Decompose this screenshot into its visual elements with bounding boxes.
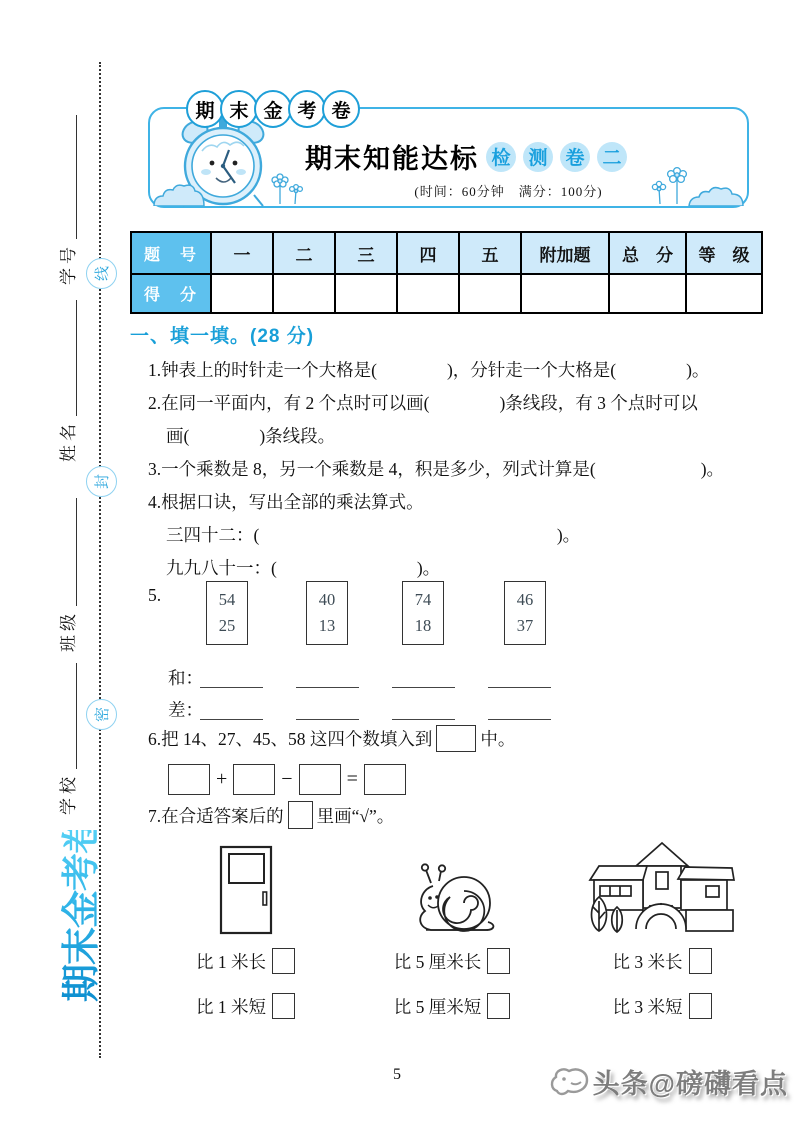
title-badge-er: 二 (597, 142, 627, 172)
score-header-bonus: 附加题 (521, 232, 609, 274)
check-box (272, 948, 295, 974)
question-7-suffix: 里画“√”。 (316, 806, 395, 826)
score-header-3: 三 (335, 232, 397, 274)
seal-char-line (86, 258, 117, 289)
class-label: 班级 (59, 610, 78, 652)
question-2-line2: 画( )条线段。 (166, 426, 336, 446)
section-heading: 一、填一填。(28 分) (130, 326, 315, 347)
snail-option-group (356, 839, 548, 1019)
pair-value: 18 (414, 616, 432, 635)
number-pair-box (504, 581, 546, 645)
brand-badge-kao: 考 (288, 90, 326, 128)
seal-char-feng (86, 466, 117, 497)
option-row (613, 993, 712, 1019)
answer-box (364, 764, 406, 795)
question-7-text: 7.在合适答案后的 (148, 806, 284, 826)
score-table-header-row (131, 232, 762, 274)
paper-title: 期末知能达标 (305, 144, 479, 174)
pair-value: 46 (516, 590, 534, 609)
title-badge-ce: 测 (523, 142, 553, 172)
brand-badge-jin: 金 (254, 90, 292, 128)
answer-box (436, 725, 476, 752)
number-pair-box (206, 581, 248, 645)
question-5-number: 5. (148, 585, 162, 605)
check-box (272, 993, 295, 1019)
title-row (305, 137, 627, 176)
pair-value: 37 (516, 616, 534, 635)
seal-char-mi (86, 699, 117, 730)
score-cell (273, 274, 335, 313)
watermark-logo-icon (549, 1065, 591, 1099)
student-number-label: 学号 (59, 243, 78, 285)
answer-line (392, 719, 455, 720)
title-badge-juan: 卷 (560, 142, 590, 172)
question-4-item1: 三四十二：( )。 (166, 525, 581, 545)
option-row (196, 948, 295, 974)
number-pair-box (306, 581, 348, 645)
score-table (130, 231, 763, 314)
equals-operator: = (346, 767, 358, 790)
option-label: 比 1 米短 (196, 996, 266, 1017)
option-label: 比 3 米短 (612, 996, 683, 1017)
score-header-2: 二 (273, 232, 335, 274)
score-cell (397, 274, 459, 313)
sum-label: 和： (168, 668, 203, 688)
question-4: 4.根据口诀，写出全部的乘法算式。 (148, 492, 424, 512)
score-cell (335, 274, 397, 313)
score-cell (459, 274, 521, 313)
question-7-figures (130, 839, 772, 1023)
answer-box (299, 764, 341, 795)
pair-value: 40 (318, 590, 336, 609)
answer-box (288, 801, 313, 829)
answer-line (488, 719, 551, 720)
question-7 (130, 800, 772, 833)
check-box (689, 948, 712, 974)
minus-operator: − (281, 767, 293, 790)
check-box (689, 993, 712, 1019)
door-option-group (158, 839, 333, 1019)
door-image-wrap (219, 839, 273, 935)
school-field (56, 663, 82, 815)
question-3: 3.一个乘数是 8，另一个乘数是 4，积是多少，列式计算是( )。 (148, 459, 725, 479)
option-label: 比 5 厘米长 (393, 951, 482, 972)
answer-box (168, 764, 210, 795)
class-field (56, 498, 82, 652)
score-header-grade: 等 级 (686, 232, 762, 274)
brand-badge-mo: 末 (220, 90, 258, 128)
score-header-1: 一 (211, 232, 273, 274)
score-header-tihao: 题 号 (131, 232, 211, 274)
question-6-text: 6.把 14、27、45、58 这四个数填入到 (148, 729, 433, 749)
score-cell (686, 274, 762, 313)
title-badge-jian: 检 (486, 142, 516, 172)
pair-value: 74 (414, 590, 432, 609)
school-blank-line (76, 663, 77, 769)
answer-box (233, 764, 275, 795)
question-4-item2: 九九八十一：( )。 (166, 558, 441, 578)
option-row (613, 948, 712, 974)
question-6-equation (130, 760, 772, 798)
check-box (487, 948, 510, 974)
watermark-text: 头条@磅礴看点 (592, 1069, 788, 1099)
brand-badge-row (186, 90, 356, 128)
option-label: 比 5 厘米短 (393, 996, 482, 1017)
option-row (394, 993, 511, 1019)
class-blank-line (76, 498, 77, 606)
number-pair-box (402, 581, 444, 645)
option-row (394, 948, 511, 974)
difference-label: 差： (168, 700, 203, 720)
snail-image-wrap (404, 839, 500, 935)
brand-badge-juan: 卷 (322, 90, 360, 128)
seal-char-line-text: 线 (93, 265, 111, 282)
score-header-total: 总 分 (609, 232, 686, 274)
pair-value: 13 (318, 616, 336, 635)
score-cell (609, 274, 686, 313)
house-illustration (586, 839, 738, 935)
answer-line (488, 687, 551, 688)
house-option-group (556, 839, 768, 1019)
brand-logo-vertical: 期末金考卷 (50, 830, 98, 1002)
score-cell (211, 274, 273, 313)
flower-icon (651, 160, 691, 204)
score-header-5: 五 (459, 232, 521, 274)
student-number-blank-line (76, 115, 77, 239)
name-label: 姓名 (59, 420, 78, 462)
door-illustration (219, 845, 273, 935)
seal-char-feng-text: 封 (93, 473, 111, 490)
name-field (56, 300, 82, 462)
question-6 (130, 723, 772, 756)
answer-line (296, 719, 359, 720)
brand-badge-qi: 期 (186, 90, 224, 128)
question-6-suffix: 中。 (480, 729, 516, 749)
bush-icon (687, 182, 745, 206)
name-blank-line (76, 300, 77, 416)
answer-line (200, 719, 263, 720)
watermark (549, 1062, 788, 1101)
flower-icon (270, 164, 304, 204)
answer-line (296, 687, 359, 688)
check-box (487, 993, 510, 1019)
score-cell (521, 274, 609, 313)
score-row-label: 得 分 (131, 274, 211, 313)
plus-operator: + (216, 767, 228, 790)
score-table-score-row (131, 274, 762, 313)
house-image-wrap (586, 839, 738, 935)
snail-illustration (404, 861, 500, 935)
option-label: 比 3 米长 (612, 951, 683, 972)
seal-char-mi-text: 密 (93, 706, 111, 723)
option-label: 比 1 米长 (196, 951, 266, 972)
page-number: 5 (393, 1066, 401, 1083)
answer-line (392, 687, 455, 688)
score-header-4: 四 (397, 232, 459, 274)
question-1: 1.钟表上的时针走一个大格是( )，分针走一个大格是( )。 (148, 360, 710, 380)
question-5 (130, 581, 772, 723)
pair-value: 25 (218, 616, 236, 635)
time-score-subtitle: (时间：60分钟 满分：100分) (414, 184, 603, 199)
bush-icon (152, 180, 206, 206)
school-label: 学校 (59, 773, 78, 815)
question-2-line1: 2.在同一平面内，有 2 个点时可以画( )条线段，有 3 个点时可以 (148, 393, 698, 413)
pair-value: 54 (218, 590, 236, 609)
option-row (196, 993, 295, 1019)
answer-line (200, 687, 263, 688)
student-number-field (56, 115, 82, 285)
question-section (130, 321, 772, 1023)
